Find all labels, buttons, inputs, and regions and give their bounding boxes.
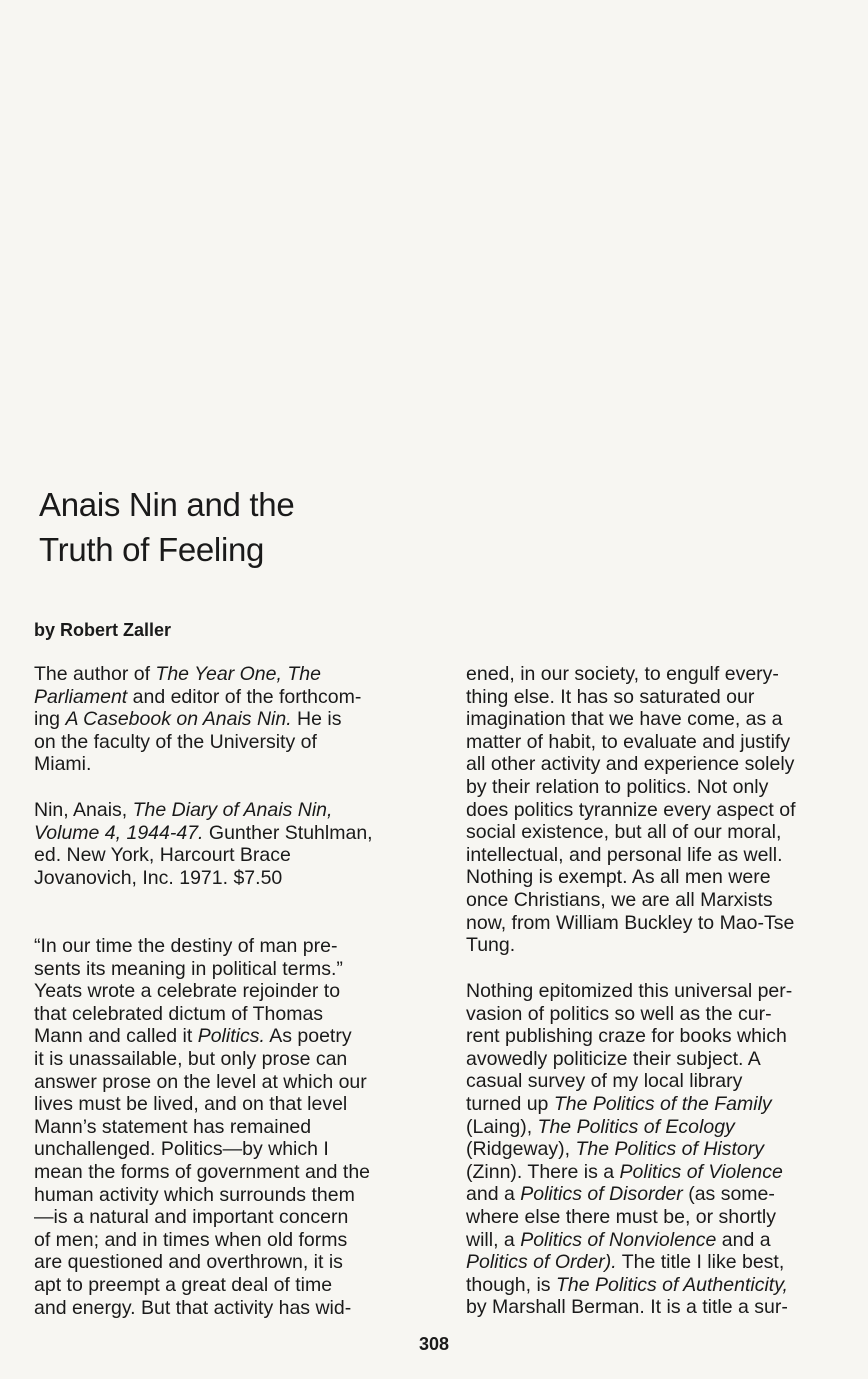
- text-line: [34, 686, 434, 709]
- text-run: Mann’s statement has remained: [34, 1115, 312, 1138]
- text-line: [466, 1003, 846, 1026]
- text-line: [34, 753, 434, 776]
- italic-title-text: The Year One, The: [155, 663, 321, 685]
- text-run: (Ridgeway),: [466, 1138, 576, 1161]
- body-paragraph-right-1: [466, 663, 846, 957]
- text-line: [34, 935, 434, 958]
- italic-title-text: The Politics of Ecology: [537, 1115, 735, 1138]
- title-line-1: Anais Nin and the: [39, 486, 295, 523]
- page-number: 308: [418, 1334, 450, 1354]
- italic-title-text: The Politics of the Family: [553, 1092, 772, 1115]
- text-run: Jovanovich, Inc. 1971. $7.50: [34, 866, 283, 889]
- text-line: [34, 1138, 434, 1161]
- text-run: rent publishing craze for books which: [466, 1025, 787, 1048]
- review-citation: [34, 799, 434, 889]
- text-run: sents its meaning in political terms.”: [34, 957, 343, 980]
- text-run: lives must be lived, and on that level: [34, 1093, 348, 1116]
- text-run: Miami.: [34, 753, 92, 776]
- text-run: “In our time the destiny of man pre-: [34, 935, 338, 957]
- italic-title-text: Parliament: [34, 685, 128, 708]
- text-line: [34, 1093, 434, 1116]
- italic-title-text: Volume 4, 1944-47.: [34, 821, 204, 844]
- text-run: turned up: [466, 1092, 554, 1115]
- title-line-2: Truth of Feeling: [39, 531, 265, 568]
- text-line: [34, 1071, 434, 1094]
- body-paragraph-right-2: [466, 980, 846, 1319]
- text-line: [466, 1161, 846, 1184]
- text-line: [34, 958, 434, 981]
- text-run: human activity which surrounds them: [34, 1183, 355, 1206]
- text-run: where else there must be, or shortly: [466, 1205, 776, 1228]
- text-line: [34, 1184, 434, 1207]
- text-run: does politics tyrannize every aspect of: [466, 798, 796, 821]
- text-run: and a: [716, 1228, 771, 1251]
- text-run: (as some-: [682, 1183, 775, 1206]
- text-run: —is a natural and important concern: [34, 1206, 349, 1229]
- text-run: Nothing is exempt. As all men were: [466, 866, 771, 889]
- text-run: imagination that we have come, as a: [466, 708, 783, 731]
- text-line: [34, 799, 434, 822]
- text-line: [466, 889, 846, 912]
- text-run: He is: [291, 708, 342, 731]
- text-run: unchallenged. Politics—by which I: [34, 1138, 329, 1161]
- text-run: and a: [466, 1183, 521, 1206]
- text-line: [466, 663, 846, 686]
- text-line: [34, 980, 434, 1003]
- text-line: [466, 776, 846, 799]
- text-line: [34, 708, 434, 731]
- text-line: [466, 1093, 846, 1116]
- text-run: ened, in our society, to engulf every-: [466, 663, 779, 685]
- text-run: all other activity and experience solely: [466, 753, 795, 776]
- text-run: (Zinn). There is a: [466, 1160, 620, 1183]
- text-run: by Marshall Berman. It is a title a sur-: [466, 1296, 788, 1319]
- text-line: [466, 1183, 846, 1206]
- text-run: Nothing epitomized this universal per-: [466, 980, 793, 1002]
- text-run: apt to preempt a great deal of time: [34, 1273, 333, 1296]
- text-line: [466, 912, 846, 935]
- text-line: [34, 1161, 434, 1184]
- text-line: [466, 1116, 846, 1139]
- text-line: [466, 866, 846, 889]
- text-line: [466, 799, 846, 822]
- text-run: vasion of politics so well as the cur-: [466, 1002, 772, 1025]
- text-run: and energy. But that activity has wid-: [34, 1296, 352, 1319]
- text-line: [34, 844, 434, 867]
- text-line: [34, 1274, 434, 1297]
- italic-title-text: The Politics of History: [575, 1138, 765, 1161]
- text-run: will, a: [466, 1228, 521, 1251]
- byline: by Robert Zaller: [34, 620, 172, 640]
- italic-title-text: Politics of Order).: [466, 1251, 617, 1274]
- text-line: [466, 934, 846, 957]
- text-line: [34, 1048, 434, 1071]
- text-run: mean the forms of government and the: [34, 1160, 371, 1183]
- text-line: [34, 1229, 434, 1252]
- text-line: [34, 1025, 434, 1048]
- text-line: [466, 980, 846, 1003]
- italic-title-text: Politics of Disorder: [520, 1183, 683, 1206]
- text-run: The title I like best,: [616, 1251, 785, 1274]
- text-run: intellectual, and personal life as well.: [466, 843, 783, 866]
- text-run: matter of habit, to evaluate and justify: [466, 730, 791, 753]
- text-run: (Laing),: [466, 1115, 538, 1138]
- text-line: [466, 1251, 846, 1274]
- text-run: casual survey of my local library: [466, 1070, 743, 1093]
- text-line: [466, 731, 846, 754]
- text-line: [466, 1048, 846, 1071]
- text-line: [34, 663, 434, 686]
- text-line: [34, 1251, 434, 1274]
- italic-title-text: Politics of Nonviolence: [520, 1228, 717, 1251]
- text-run: now, from William Buckley to Mao-Tse: [466, 911, 795, 934]
- text-line: [466, 753, 846, 776]
- text-run: ed. New York, Harcourt Brace: [34, 844, 291, 867]
- text-line: [34, 867, 434, 890]
- text-line: [34, 1206, 434, 1229]
- text-run: by their relation to politics. Not only: [466, 775, 769, 798]
- text-run: though, is: [466, 1273, 556, 1296]
- text-run: Nin, Anais,: [34, 799, 133, 821]
- text-run: Mann and called it: [34, 1025, 198, 1048]
- text-run: it is unassailable, but only prose can: [34, 1047, 348, 1070]
- text-run: Gunther Stuhlman,: [203, 821, 373, 844]
- text-run: social existence, but all of our moral,: [466, 821, 782, 844]
- text-line: [466, 1025, 846, 1048]
- text-run: ing: [34, 708, 66, 731]
- text-run: Yeats wrote a celebrate rejoinder to: [34, 980, 341, 1003]
- text-run: thing else. It has so saturated our: [466, 685, 755, 708]
- text-line: [466, 1070, 846, 1093]
- text-run: As poetry: [264, 1025, 352, 1048]
- text-run: are questioned and overthrown, it is: [34, 1251, 343, 1274]
- text-run: that celebrated dictum of Thomas: [34, 1002, 324, 1025]
- text-line: [466, 1229, 846, 1252]
- text-line: [466, 844, 846, 867]
- italic-title-text: Politics of Violence: [619, 1160, 783, 1183]
- text-line: [466, 821, 846, 844]
- text-line: [34, 822, 434, 845]
- article-title: [39, 482, 294, 572]
- italic-title-text: Politics.: [197, 1025, 265, 1048]
- text-line: [34, 731, 434, 754]
- italic-title-text: A Casebook on Anais Nin.: [65, 708, 292, 731]
- text-run: and editor of the forthcom-: [127, 685, 362, 708]
- text-line: [34, 1297, 434, 1320]
- text-run: answer prose on the level at which our: [34, 1070, 367, 1093]
- text-run: of men; and in times when old forms: [34, 1228, 348, 1251]
- text-line: [34, 1003, 434, 1026]
- text-run: avowedly politicize their subject. A: [466, 1047, 761, 1070]
- text-line: [34, 1116, 434, 1139]
- text-run: Tung.: [466, 934, 516, 957]
- text-line: [466, 1206, 846, 1229]
- text-line: [466, 1296, 846, 1319]
- text-run: once Christians, we are all Marxists: [466, 888, 773, 911]
- text-line: [466, 686, 846, 709]
- body-paragraph-left: [34, 935, 434, 1319]
- italic-title-text: The Diary of Anais Nin,: [132, 799, 333, 821]
- text-line: [466, 1274, 846, 1297]
- text-run: on the faculty of the University of: [34, 730, 317, 753]
- text-line: [466, 708, 846, 731]
- author-note: [34, 663, 434, 776]
- text-line: [466, 1138, 846, 1161]
- text-run: The author of: [34, 663, 156, 685]
- italic-title-text: The Politics of Authenticity,: [555, 1273, 788, 1296]
